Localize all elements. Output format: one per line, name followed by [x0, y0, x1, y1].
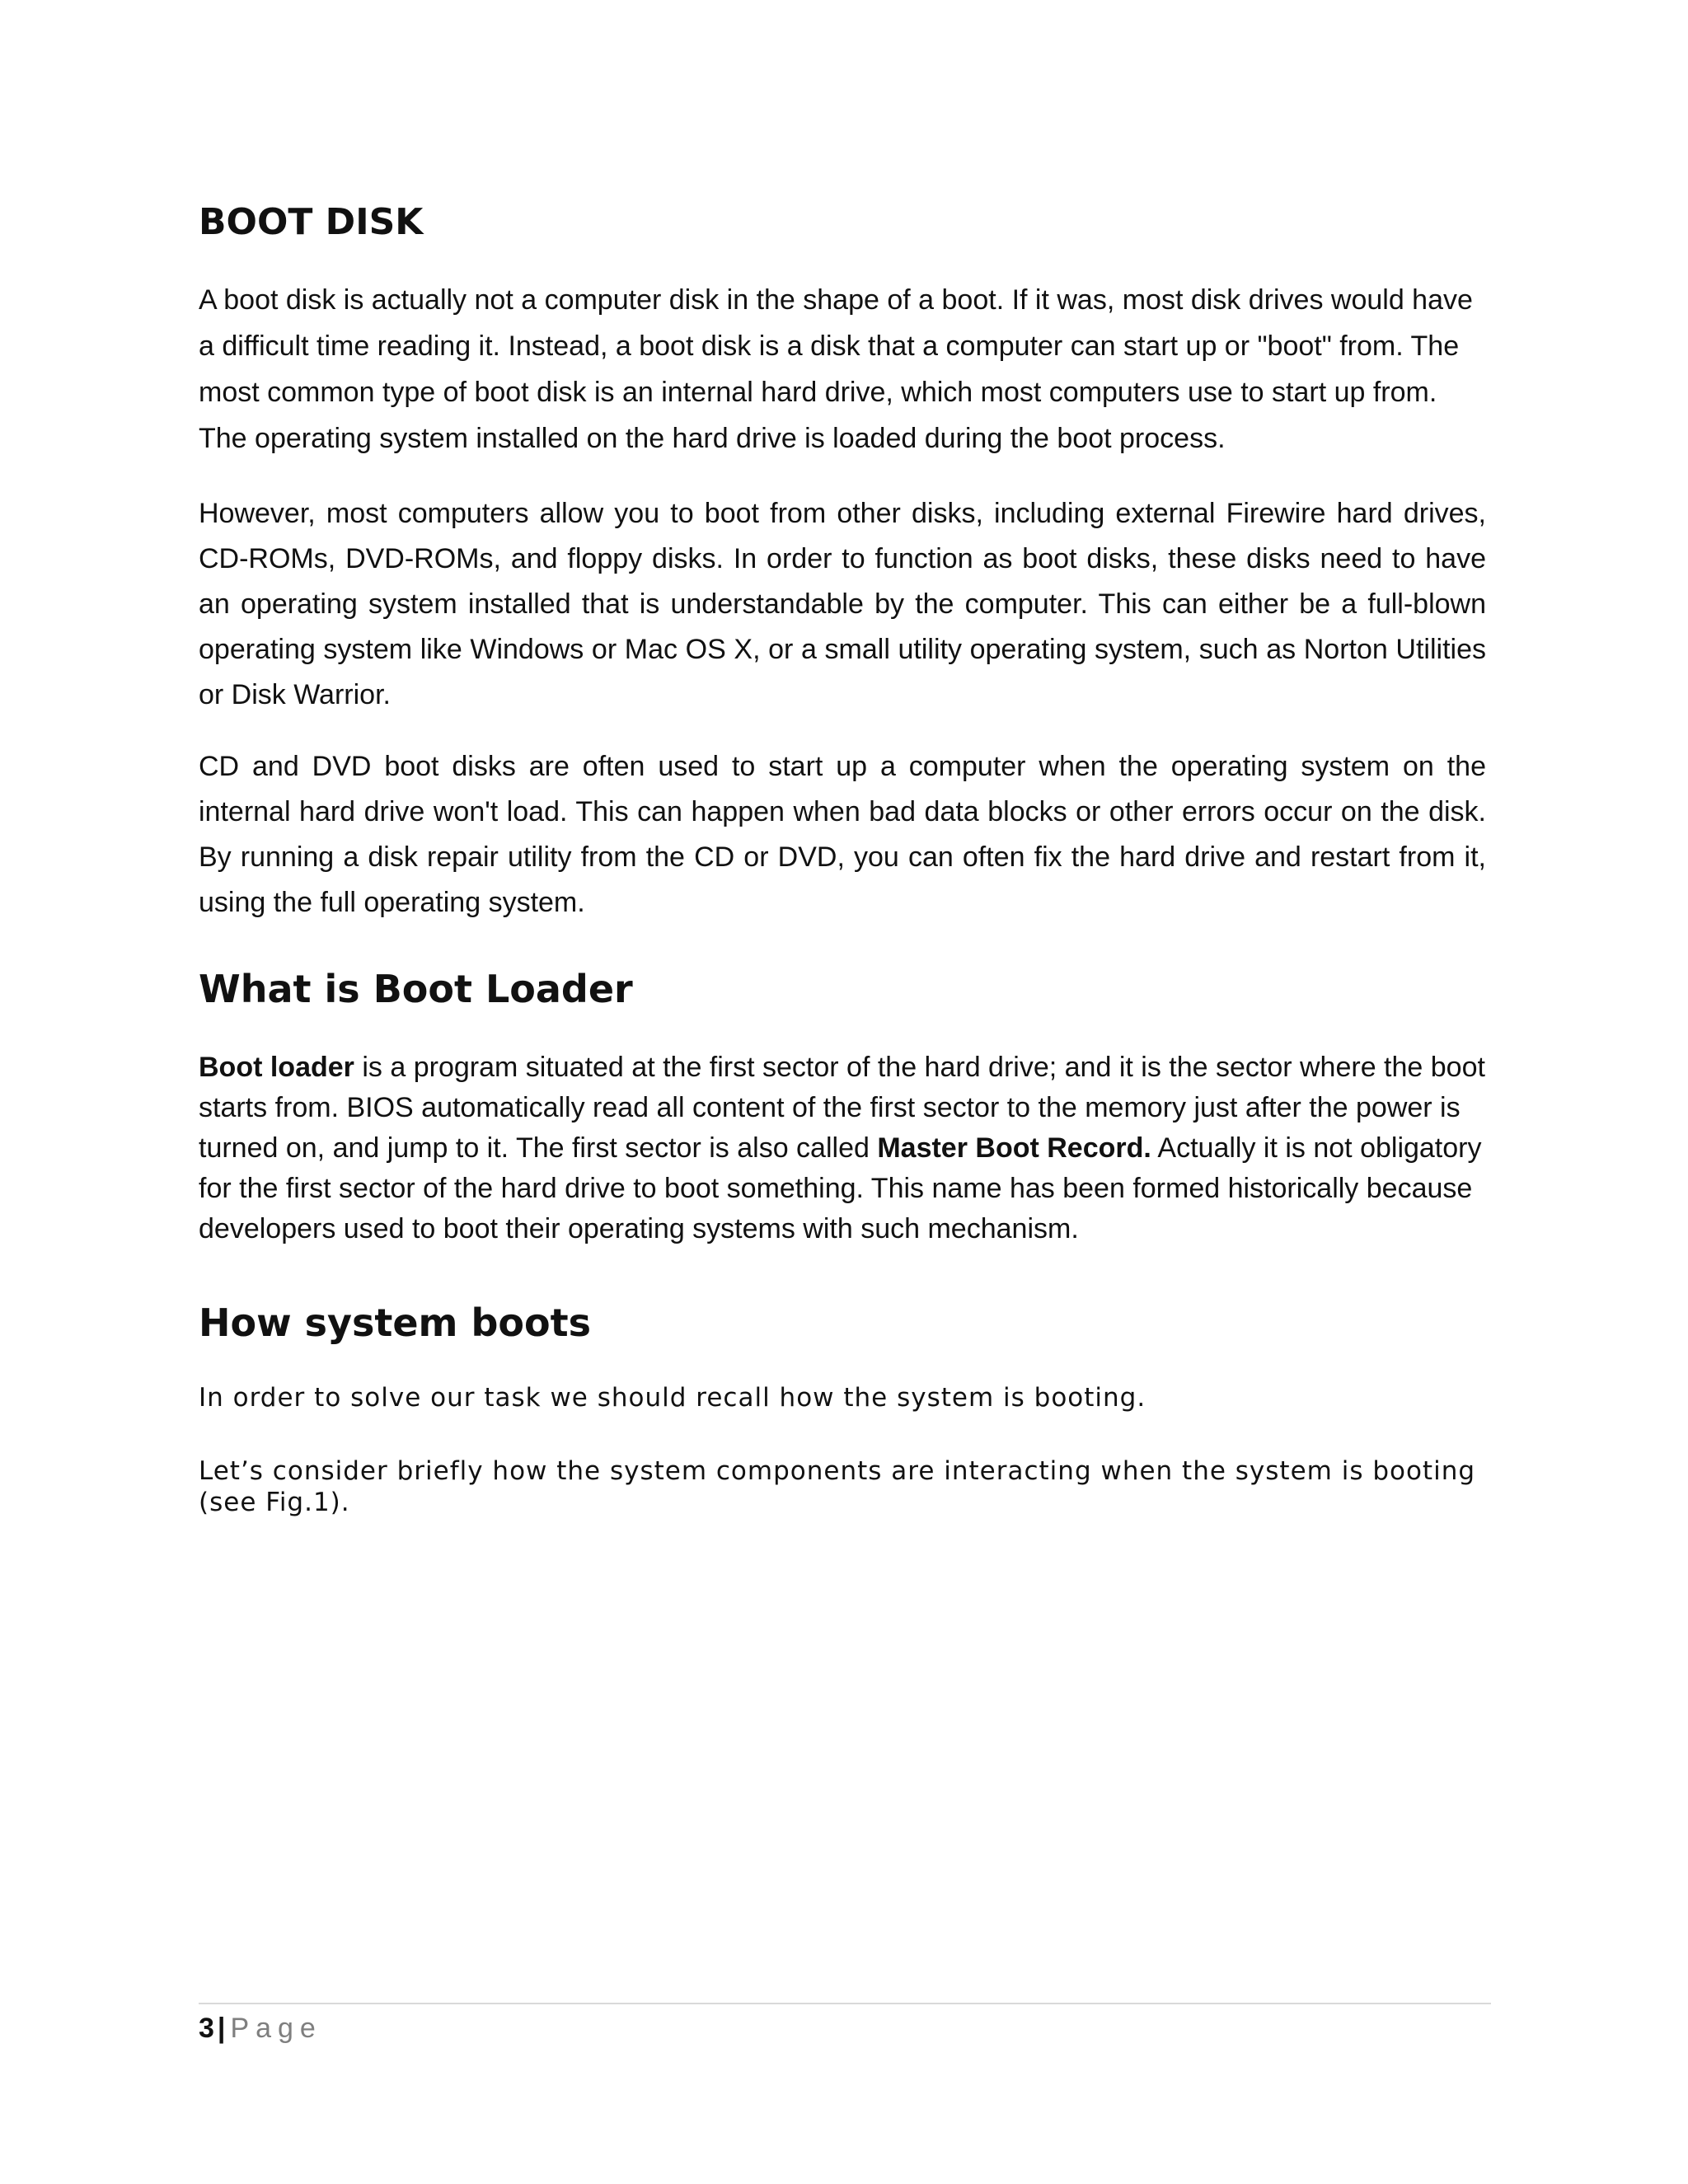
page-footer	[199, 2008, 322, 2049]
heading-boot-disk: BOOT DISK	[199, 201, 424, 243]
paragraph-components-interacting: Let’s consider briefly how the system components are interacting when the system is booting (see Fig.1).	[199, 1456, 1476, 1517]
page-content	[199, 198, 1486, 1518]
boot-loader-text-2: Actually it is not obligatory for the first sector of the hard drive to boot something. This name has been formed historically because developers used to boot their operating systems with such mechanism.	[199, 1132, 1482, 1244]
heading-how-system-boots: How system boots	[199, 1301, 591, 1345]
heading-boot-loader: What is Boot Loader	[199, 967, 633, 1011]
term-master-boot-record: Master Boot Record.	[877, 1132, 1151, 1164]
page-label: Page	[230, 2013, 322, 2044]
paragraph-boot-loader	[199, 1047, 1486, 1249]
footer-divider	[199, 2003, 1491, 2004]
page-number: 3	[199, 2013, 214, 2044]
paragraph-boot-disk-intro: A boot disk is actually not a computer disk in the shape of a boot. If it was, most disk drives would have a difficult time reading it. Instead, a boot disk is a disk that a computer can start up or "boot" from. The most common type of boot disk is an internal hard drive, which most computers use to start up from. The operating system installed on the hard drive is loaded during the boot process.	[199, 284, 1473, 454]
boot-loader-text-1: is a program situated at the first sector of the hard drive; and it is the sector where the boot starts from. BIOS automatically read all content of the first sector to the memory just after the power is turned on, and jump to it. The first sector is also called	[199, 1052, 1485, 1164]
paragraph-recall-booting: In order to solve our task we should recall how the system is booting.	[199, 1383, 1146, 1413]
footer-separator: |	[217, 2013, 226, 2044]
paragraph-boot-disk-cd-dvd: CD and DVD boot disks are often used to start up a computer when the operating system on the internal hard drive won't load. This can happen when bad data blocks or other errors occur on the disk. By running a disk repair utility from the CD or DVD, you can often fix the hard drive and restart from it, using the full operating system.	[199, 751, 1486, 918]
paragraph-boot-disk-other-disks: However, most computers allow you to boot from other disks, including external Firewire hard drives, CD-ROMs, DVD-ROMs, and floppy disks. In order to function as boot disks, these disks need to have an operating system installed that is understandable by the computer. This can either be a full-blown operating system like Windows or Mac OS X, or a small utility operating system, such as Norton Utilities or Disk Warrior.	[199, 498, 1486, 710]
term-boot-loader: Boot loader	[199, 1052, 354, 1083]
